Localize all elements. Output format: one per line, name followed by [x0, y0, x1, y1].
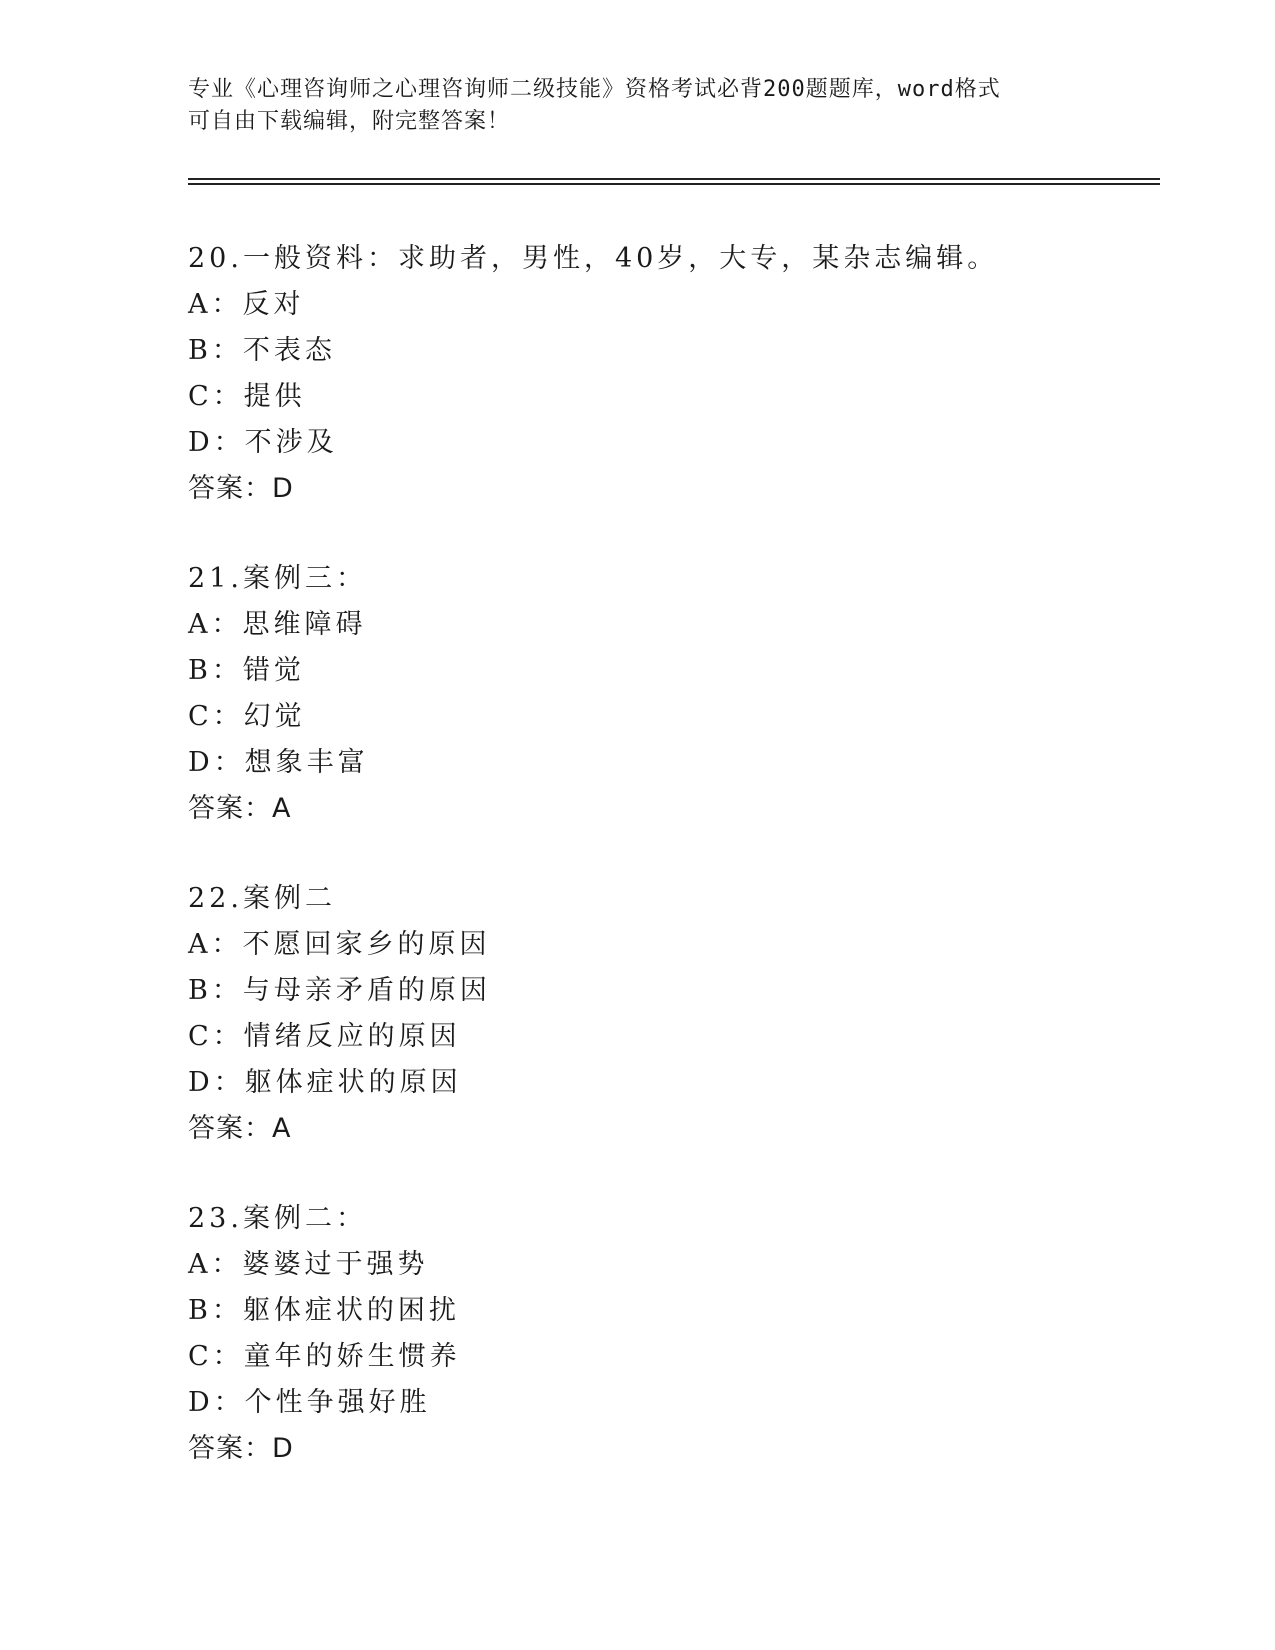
answer-line: 答案：A	[188, 793, 292, 824]
option-c: C：提供	[188, 381, 306, 412]
header-line-1: 专业《心理咨询师之心理咨询师二级技能》资格考试必背200题题库，word格式	[188, 77, 1001, 102]
header-divider-top	[188, 178, 1160, 180]
option-a: A：思维障碍	[188, 609, 367, 640]
question-stem: 21.案例三：	[188, 563, 367, 594]
document-header	[188, 74, 1088, 138]
question-23	[188, 1196, 1148, 1472]
option-b: B：躯体症状的困扰	[188, 1295, 460, 1326]
option-b: B：错觉	[188, 655, 305, 686]
question-21	[188, 556, 1148, 832]
question-22	[188, 876, 1148, 1152]
option-b: B：不表态	[188, 335, 336, 366]
option-b: B：与母亲矛盾的原因	[188, 975, 491, 1006]
option-c: C：幻觉	[188, 701, 306, 732]
question-20	[188, 236, 1148, 512]
option-d: D：不涉及	[188, 427, 338, 458]
option-d: D：想象丰富	[188, 747, 369, 778]
option-d: D：躯体症状的原因	[188, 1067, 462, 1098]
option-d: D：个性争强好胜	[188, 1387, 431, 1418]
header-line-2: 可自由下载编辑，附完整答案！	[188, 109, 511, 134]
question-stem: 23.案例二：	[188, 1203, 367, 1234]
option-a: A：婆婆过于强势	[188, 1249, 429, 1280]
answer-line: 答案：D	[188, 473, 294, 504]
option-a: A：反对	[188, 289, 305, 320]
option-c: C：情绪反应的原因	[188, 1021, 461, 1052]
question-stem: 20.一般资料：求助者，男性，40岁，大专，某杂志编辑。	[188, 243, 999, 274]
answer-line: 答案：A	[188, 1113, 292, 1144]
question-stem: 22.案例二	[188, 883, 336, 914]
answer-line: 答案：D	[188, 1433, 294, 1464]
header-divider-bottom	[188, 183, 1160, 185]
option-a: A：不愿回家乡的原因	[188, 929, 491, 960]
option-c: C：童年的娇生惯养	[188, 1341, 461, 1372]
